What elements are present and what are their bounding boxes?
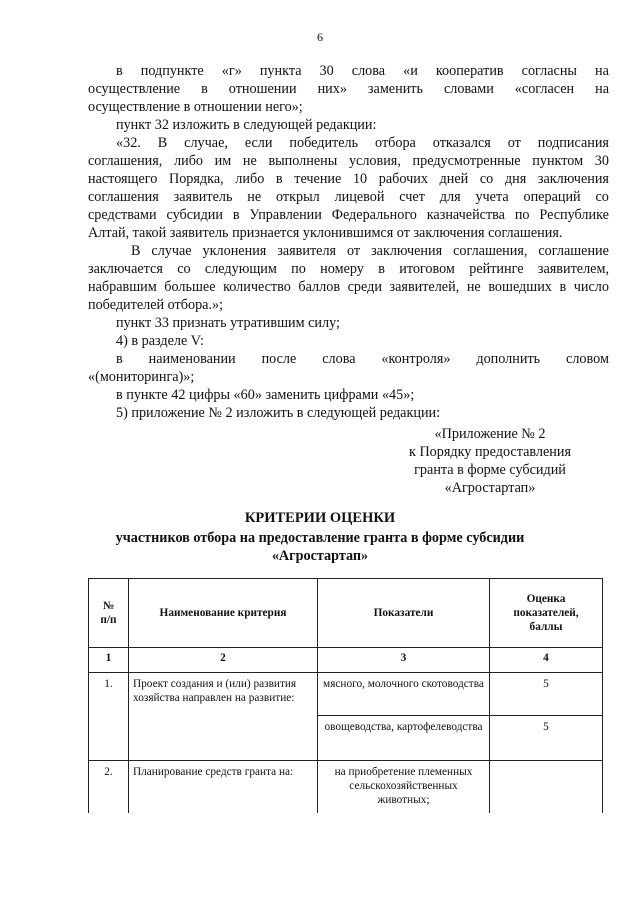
text-line: победителей отбора.»; xyxy=(88,297,224,313)
score-cell: 5 xyxy=(490,716,603,761)
word: отношении xyxy=(228,81,297,97)
word: по xyxy=(291,261,306,277)
text-line xyxy=(88,170,609,188)
word: на xyxy=(595,81,609,97)
appendix-header xyxy=(390,425,590,497)
word: предусмотренные xyxy=(412,153,521,169)
word: следующим xyxy=(204,261,277,277)
word: после xyxy=(261,351,297,367)
word: большее xyxy=(164,279,216,295)
word: номеру xyxy=(320,261,364,277)
word: словом xyxy=(566,351,609,367)
word: в xyxy=(275,171,283,187)
table-row xyxy=(89,761,603,814)
word: в xyxy=(559,279,567,295)
word: заявителя xyxy=(277,243,337,259)
word: открыл xyxy=(276,189,320,205)
word: течение xyxy=(294,171,342,187)
word: среди xyxy=(347,279,382,295)
table-row xyxy=(89,673,603,716)
table-header-row xyxy=(89,579,603,648)
header-score: Оценка показателей, баллы xyxy=(490,579,603,648)
word: либо xyxy=(235,171,265,187)
word: 10 xyxy=(352,171,368,187)
criteria-subtitle xyxy=(60,529,580,565)
word: осуществление xyxy=(88,81,181,97)
text-line: в пункте 42 цифры «60» заменить цифрами «45»; xyxy=(116,387,415,403)
word: дополнить xyxy=(476,351,541,367)
word: Порядка, xyxy=(168,171,224,187)
word: по xyxy=(514,207,530,223)
criterion-cell: Планирование средств гранта на: xyxy=(129,761,318,814)
word: итоговом xyxy=(399,261,455,277)
criteria-table xyxy=(88,578,603,813)
text-line: пункт 33 признать утратившим силу; xyxy=(116,315,340,331)
word: отбора xyxy=(375,135,416,151)
word: слова xyxy=(322,351,356,367)
word: заключения xyxy=(537,171,609,187)
word: них» xyxy=(317,81,347,97)
word: условия, xyxy=(348,153,401,169)
text-line xyxy=(88,188,609,206)
column-number: 4 xyxy=(490,648,603,673)
word: либо xyxy=(174,153,204,169)
word: дня xyxy=(504,171,527,187)
word: Республике xyxy=(539,207,609,223)
word: число xyxy=(573,279,609,295)
word: заявитель xyxy=(173,189,233,205)
word: в xyxy=(378,261,385,277)
word: случае, xyxy=(184,135,228,151)
amendment-text xyxy=(88,62,609,422)
text-line xyxy=(88,62,609,80)
word: для xyxy=(439,189,461,205)
appendix-line: гранта в форме субсидий xyxy=(414,462,566,478)
indicator-cell: на приобретение племенных сельскохозяйственных животных; xyxy=(318,761,490,814)
word: соглашения, xyxy=(88,153,163,169)
word: В xyxy=(131,243,141,259)
word: им xyxy=(214,153,232,169)
word: случае xyxy=(151,243,192,259)
word: баллов xyxy=(298,279,341,295)
text-line xyxy=(88,134,609,152)
page-number: 6 xyxy=(317,30,323,44)
text-line: «(мониторинга)»; xyxy=(88,369,195,385)
text-line xyxy=(88,206,609,224)
indicator-cell: овощеводства, картофелеводства xyxy=(318,716,490,761)
word: казначейства xyxy=(426,207,505,223)
word: 30 xyxy=(594,153,609,169)
word: рабочих xyxy=(378,171,428,187)
word: набравшим xyxy=(88,279,157,295)
word: не xyxy=(242,153,257,169)
word: соглашения xyxy=(88,189,159,205)
word: «г» xyxy=(221,63,242,79)
word: в xyxy=(232,207,240,223)
word: словами xyxy=(443,81,494,97)
word: количество xyxy=(223,279,291,295)
text-line xyxy=(88,278,609,296)
text-line xyxy=(88,260,609,278)
word: подпункте xyxy=(140,63,204,79)
header-criterion: Наименование критерия xyxy=(129,579,318,648)
appendix-line: «Агростартап» xyxy=(444,480,536,496)
word: заявителем, xyxy=(537,261,609,277)
word: в xyxy=(116,351,123,367)
word: настоящего xyxy=(88,171,158,187)
word: заключения xyxy=(371,243,443,259)
word: уклонения xyxy=(202,243,267,259)
word: со xyxy=(479,171,494,187)
word: заключается xyxy=(88,261,163,277)
word: счет xyxy=(399,189,425,205)
text-line: пункт 32 изложить в следующей редакции: xyxy=(116,117,377,133)
header-number: № п/п xyxy=(89,579,129,648)
text-line xyxy=(88,242,609,260)
score-cell: 5 xyxy=(490,673,603,716)
text-line: осуществление в отношении него»; xyxy=(88,99,303,115)
word: если xyxy=(244,135,273,151)
word: «и xyxy=(403,63,418,79)
word: пунктом xyxy=(532,153,584,169)
word: «согласен xyxy=(514,81,575,97)
criteria-title: КРИТЕРИИ ОЦЕНКИ xyxy=(244,510,396,526)
word: отказался xyxy=(432,135,491,151)
word: кооператив xyxy=(435,63,504,79)
column-number: 1 xyxy=(89,648,129,673)
word: со xyxy=(595,189,609,205)
word: рейтинге xyxy=(469,261,524,277)
appendix-line: «Приложение № 2 xyxy=(434,426,546,442)
criterion-cell: Проект создания и (или) развития хозяйства направлен на развитие: xyxy=(129,673,318,761)
word: от xyxy=(507,135,521,151)
column-number: 2 xyxy=(129,648,318,673)
text-line xyxy=(88,80,609,98)
word: в xyxy=(201,81,208,97)
word: субсидии xyxy=(166,207,223,223)
text-line xyxy=(88,350,609,368)
word: в xyxy=(116,63,123,79)
word: Федерального xyxy=(331,207,417,223)
word: В xyxy=(157,135,168,151)
word: заменить xyxy=(367,81,423,97)
word: заявителей, xyxy=(389,279,460,295)
word: согласны xyxy=(521,63,577,79)
word: соглашение xyxy=(538,243,609,259)
word: Управлении xyxy=(249,207,322,223)
subtitle-line: «Агростартап» xyxy=(271,548,369,564)
word: соглашения, xyxy=(453,243,528,259)
score-cell xyxy=(490,761,603,814)
word: пункта xyxy=(259,63,302,79)
word: на xyxy=(595,63,609,79)
word: слова xyxy=(351,63,386,79)
word: 30 xyxy=(319,63,334,79)
column-number: 3 xyxy=(318,648,490,673)
word: учета xyxy=(475,189,509,205)
word: выполнены xyxy=(268,153,338,169)
word: дней xyxy=(439,171,469,187)
word: победитель xyxy=(289,135,359,151)
text-line: 5) приложение № 2 изложить в следующей редакции: xyxy=(116,405,441,421)
word: вошедших xyxy=(488,279,552,295)
word: от xyxy=(347,243,361,259)
word: «32. xyxy=(116,135,141,151)
word: не xyxy=(247,189,262,205)
text-line xyxy=(88,152,609,170)
appendix-line: к Порядку предоставления xyxy=(409,444,571,460)
word: средствами xyxy=(88,207,157,223)
text-line: Алтай, такой заявитель признается уклонившимся от заключения соглашения. xyxy=(88,225,563,241)
text-line: 4) в разделе V: xyxy=(116,333,204,349)
word: лицевой xyxy=(334,189,385,205)
subtitle-line: участников отбора на предоставление гранта в форме субсидии xyxy=(115,530,525,546)
header-indicators: Показатели xyxy=(318,579,490,648)
column-number-row xyxy=(89,648,603,673)
word: со xyxy=(177,261,191,277)
row-number: 2. xyxy=(89,761,129,814)
indicator-cell: мясного, молочного скотоводства xyxy=(318,673,490,716)
word: подписания xyxy=(537,135,609,151)
word: «контроля» xyxy=(381,351,451,367)
word: наименовании xyxy=(148,351,236,367)
row-number: 1. xyxy=(89,673,129,761)
word: не xyxy=(466,279,481,295)
word: операций xyxy=(523,189,581,205)
